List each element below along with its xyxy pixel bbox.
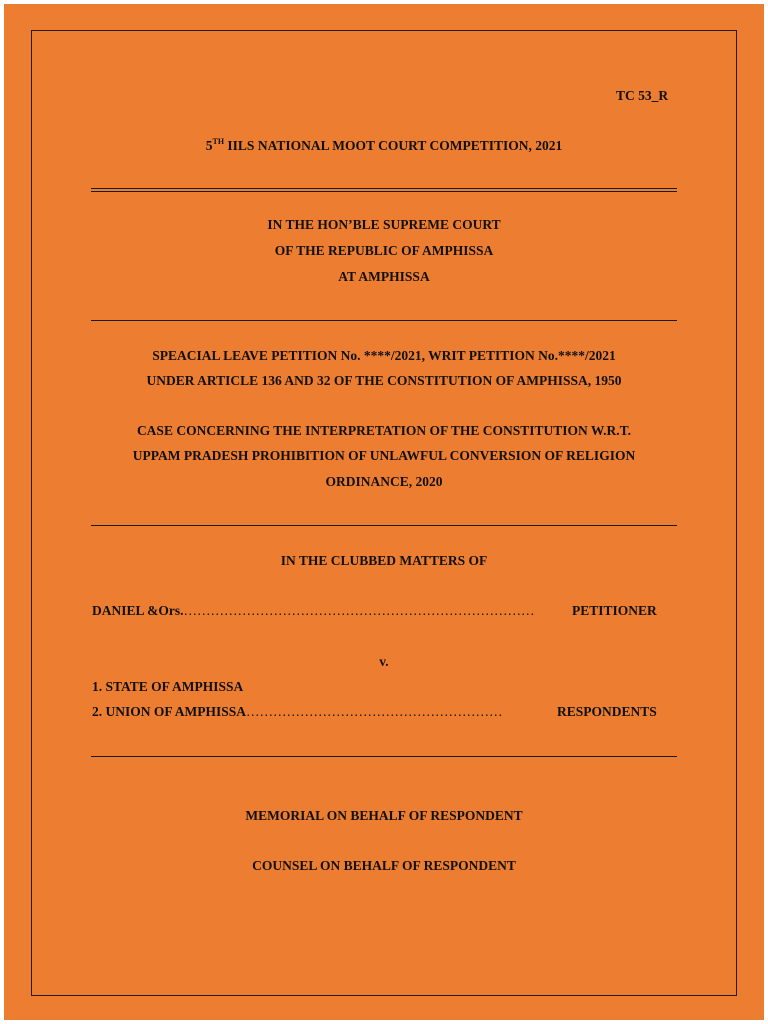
divider — [91, 320, 677, 321]
divider-double — [91, 188, 677, 192]
competition-title — [4, 138, 764, 154]
petitioner-role: PETITIONER — [572, 603, 657, 618]
court-line-2: OF THE REPUBLIC OF AMPHISSA — [274, 243, 494, 258]
respondent-dots: ………………………………………………… — [246, 704, 503, 719]
competition-name: IILS NATIONAL MOOT COURT COMPETITION, 2021 — [224, 138, 563, 153]
case-line-3: ORDINANCE, 2020 — [325, 474, 443, 489]
court-line-3: AT AMPHISSA — [338, 269, 430, 284]
court-line-1: IN THE HON’BLE SUPREME COURT — [267, 217, 501, 232]
respondents-role: RESPONDENTS — [557, 704, 657, 719]
counsel-title: COUNSEL ON BEHALF OF RESPONDENT — [252, 858, 516, 873]
case-line-2: UPPAM PRADESH PROHIBITION OF UNLAWFUL CONVERSION OF RELIGION — [132, 448, 636, 463]
memorial-cover-page — [4, 4, 764, 1020]
case-line-1: CASE CONCERNING THE INTERPRETATION OF THE CONSTITUTION W.R.T. — [136, 423, 632, 438]
team-code: TC 53_R — [616, 88, 669, 103]
versus: v. — [379, 654, 389, 669]
memorial-title: MEMORIAL ON BEHALF OF RESPONDENT — [245, 808, 523, 823]
divider — [91, 525, 677, 526]
competition-ordinal-suffix: TH — [212, 137, 225, 146]
respondent-item-1: 1. STATE OF AMPHISSA — [92, 679, 244, 694]
divider — [91, 756, 677, 757]
petition-line-2: UNDER ARTICLE 136 AND 32 OF THE CONSTITUTION OF AMPHISSA, 1950 — [146, 373, 622, 388]
clubbed-heading: IN THE CLUBBED MATTERS OF — [280, 553, 488, 568]
petitioner-dots: …………………………………………………………………… — [183, 603, 535, 618]
petitioner-name: DANIEL &Ors. — [92, 603, 184, 618]
respondent-item-2-name: 2. UNION OF AMPHISSA — [92, 704, 247, 719]
competition-ordinal: 5 — [205, 138, 213, 153]
respondent-item-2 — [92, 704, 503, 720]
petition-line-1: SPEACIAL LEAVE PETITION No. ****/2021, WRIT PETITION No.****/2021 — [152, 348, 616, 363]
petitioner-line — [92, 603, 535, 619]
page-border-frame — [31, 30, 737, 996]
